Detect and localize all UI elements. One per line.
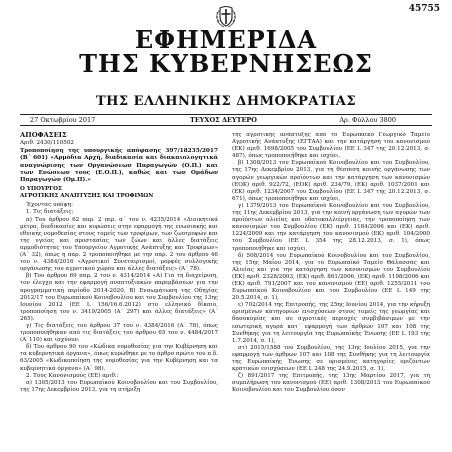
authority-line-2: ΑΓΡΟΤΙΚΗΣ ΑΝΑΠΤΥΞΗΣ ΚΑΙ ΤΡΟΦΙΜΩΝ bbox=[20, 193, 154, 200]
paragraph: 1. Τις διατάξεις: bbox=[26, 209, 74, 216]
section-heading: ΑΠΟΦΑΣΕΙΣ bbox=[20, 132, 67, 139]
paragraph: γ) 1379/2013 του Ευρωπαϊκού Κοινοβουλίου και του Συμβουλίου, της 11ης Δεκεμβρίου 2013, για την κοινή οργάνωση των αγορών των προϊόντων αλιείας και υδατοκαλλιέργειας, την τροποποίηση των κανονισμών του Συμβουλίου (ΕΚ) αριθ. 1184/2006 και (ΕΚ) αριθ. 1224/2009 και την κατάργηση του κανονισμού (ΕΚ) αριθ. 104/2000 του Συμβουλίου (ΕΕ L 354 της 28.12.2013, σ. 1), όπως τροποποιήθηκε και ισχύει, bbox=[232, 202, 430, 252]
paragraph: ζ) 891/2017 της Επιτροπής, της 13ης Μαρτίου 2017, για τη συμπλήρωση του κανονισμού (ΕΕ) αριθ. 1308/2013 του Ευρωπαϊκού Κοινοβουλίου και του Συμβουλίου όσον bbox=[232, 373, 430, 394]
issue-info-bar bbox=[20, 114, 432, 126]
paragraph: ε) 702/2014 της Επιτροπής, της 25ης Ιουνίου 2014, για την κήρυξη ορισμένων κατηγοριών ενισχύσεων στους τομείς της γεωργίας και δασοκομίας και σε αγροτικές περιοχές συμβιβάσιμων με την εσωτερική αγορά κατ΄ εφαρμογή των άρθρων 107 και 108 της Συνθήκης για τη λειτουργία της Ευρωπαϊκής Ένωσης (ΕΕ L 193 της 1.7.2014, σ. 1), bbox=[232, 302, 430, 344]
issue-date: 27 Οκτωβρίου 2017 bbox=[30, 116, 96, 124]
gazette-title-line-2: ΤΗΣ ΚΥΒΕΡΝΗΣΕΩΣ bbox=[79, 49, 373, 78]
decision-number: Αριθ. 2430/110502 bbox=[20, 140, 74, 147]
paragraph: β) Του άρθρου 69 παρ. 2 του ν. 4314/2014 «Α) Για τη διαχείριση, τον έλεγχο και την εφαρμογή αναπτυξιακών παρεμβάσεων για την προγραμματική περίοδο 2014-2020, Β) Ενσωμάτωση της Οδηγίας 2012/17 του Ευρωπαϊκού Κοινοβουλίου και του Συμβουλίου της 13ης Ιουνίου 2012 (ΕΕ L 156/16.6.2012) στο ελληνικό δίκαιο, τροποποίηση του ν. 3419/2005 (Α΄ 297) και άλλες διατάξεις» (Α΄ 265). bbox=[20, 273, 218, 322]
paragraph: δ) 508/2014 του Ευρωπαϊκού Κοινοβουλίου και του Συμβουλίου, της 15ης Μαΐου 2014, για το Ευρωπαϊκό Ταμείο Θάλασσας και Αλιείας και για την κατάργηση των κανονισμών του Συμβουλίου (ΕΚ) αριθ. 2328/2003, (ΕΚ) αριθ. 861/2006, (ΕΚ) αριθ. 1198/2006 και (ΕΚ) αριθ. 791/2007 και του κανονισμού (ΕΕ) αριθ. 1255/2011 του Ευρωπαϊκού Κοινοβουλίου και του Συμβουλίου (ΕΕ L 149 της 20.5.2014, σ. 1), bbox=[232, 252, 430, 302]
paragraph: στ) 2015/1588 του Συμβουλίου, της 13ης Ιουλίου 2015, για την εφαρμογή των άρθρων 107 και 108 της Συνθήκης για τη λειτουργία της Ευρωπαϊκής Ένωσης σε ορισμένες κατηγορίες οριζόντων κρατικών ενισχύσεων (ΕΕ L 248 της 24.9.2015, σ. 1), bbox=[232, 344, 430, 373]
right-body-text bbox=[232, 132, 430, 394]
gazette-subtitle: ΤΗΣ ΕΛΛΗΝΙΚΗΣ ΔΗΜΟΚΡΑΤΙΑΣ bbox=[95, 94, 357, 109]
paragraph: β) 1308/2013 του Ευρωπαϊκού Κοινοβουλίου και του Συμβουλίου, της 17ης Δεκεμβρίου 2013, για τη θέσπιση κοινής οργάνωσης των αγορών γεωργικών προϊόντων και την κατάργηση των κανονισμών (ΕΟΚ) αριθ. 922/72, (ΕΟΚ) αριθ. 234/79, (ΕΚ) αριθ. 1037/2001 και (ΕΚ) αριθ. 1234/2007 του Συμβουλίου (ΕΕ L 347 της 20.12.2013, σ. 671), όπως τροποποιήθηκε και ισχύει, bbox=[232, 160, 430, 202]
gazette-title-line-1: ΕΦΗΜΕΡΙΔΑ bbox=[134, 25, 318, 54]
issue-sheet-number: Αρ. Φύλλου 3800 bbox=[339, 116, 396, 124]
paragraph: της αγροτικής ανάπτυξης από το Ευρωπαϊκό Γεωργικό Ταμείο Αγροτικής Ανάπτυξης (ΕΓΤΑΑ) και την κατάργηση του κανονισμού (ΕΚ) αριθ. 1698/2005 του Συμβουλίου (ΕΕ L 347 της 20.12.2013, σ. 487), όπως τροποποιήθηκε και ισχύει, bbox=[232, 132, 430, 160]
paragraph: α) Του άρθρου 62 παρ. 2 περ. α΄ του ν. 4235/2014 «Διοικητικά μέτρα, διαδικασίες και κυρώσεις στην εφαρμογή της ενωσιακής και εθνικής νομοθεσίας στους τομείς των τροφίμων, των ζωοτροφών και της υγείας και προστασίας των ζώων και άλλες διατάξεις αρμοδιότητας του Υπουργείου Αγροτικής Ανάπτυξης και Τροφίμων» (Α΄ 32), όπως η παρ. 2 τροποποιήθηκε με την παρ. 2 του άρθρου 46 του ν. 4384/2016 «Αγροτικοί Συνεταιρισμοί, μορφές συλλογικής οργάνωσης του αγροτικού χώρου και άλλες διατάξεις» (Α΄ 78). bbox=[20, 216, 218, 273]
paragraph: Έχοντας υπόψη: bbox=[26, 202, 74, 209]
paragraph: 2. Τους Κανονισμούς (ΕΕ) αριθ.: bbox=[26, 372, 119, 379]
paragraph: α) 1305/2013 του Ευρωπαϊκού Κοινοβουλίου και του Συμβουλίου, της 17ης Δεκεμβρίου 2013, για τη στήριξη bbox=[20, 379, 218, 393]
issue-section: ΤΕΥΧΟΣ ΔΕΥΤΕΡΟ bbox=[190, 116, 257, 124]
gazette-title bbox=[0, 25, 452, 78]
authority-line-1: Ο ΥΠΟΥΡΓΟΣ bbox=[20, 186, 62, 193]
decision-title: Τροποποίηση της υπουργικής απόφασης 397/18235/2017 (Β΄ 601) «Αρμόδια Αρχή, διαδικασία και διακαιολογητικά αναγνώρισης των Οργανώσεων Παραγωγών (Ο.Π.) και των Ενώσεων τους (Ε.Ο.Π.), καθώς και των Ομάδων Παραγωγών (Ομ.Π).» bbox=[20, 148, 218, 183]
page-number: 45755 bbox=[408, 4, 440, 14]
left-column bbox=[20, 132, 218, 452]
left-body-text bbox=[20, 202, 218, 394]
paragraph: γ) Τις διατάξεις του άρθρου 37 του ν. 4384/2016 (Α΄ 78), όπως τροποποιήθηκαν από τις διατάξεις του άρθρου 65 του ν. 4484/2017 (Α΄110) και ισχύουν. bbox=[20, 322, 218, 344]
paragraph: δ) Του άρθρου 90 του «Κώδικα νομοθεσίας για την Κυβέρνηση και τα κυβερνητικά όργανα», όπως κυρώθηκε με το άρθρο πρώτο του π.δ. 63/2005 «Κωδικοποίηση της νομοθεσίας για την Κυβέρνηση και τα κυβερνητικά όργανα» (Α΄ 98). bbox=[20, 344, 218, 372]
issuing-authority bbox=[20, 186, 218, 200]
right-column bbox=[232, 132, 430, 452]
